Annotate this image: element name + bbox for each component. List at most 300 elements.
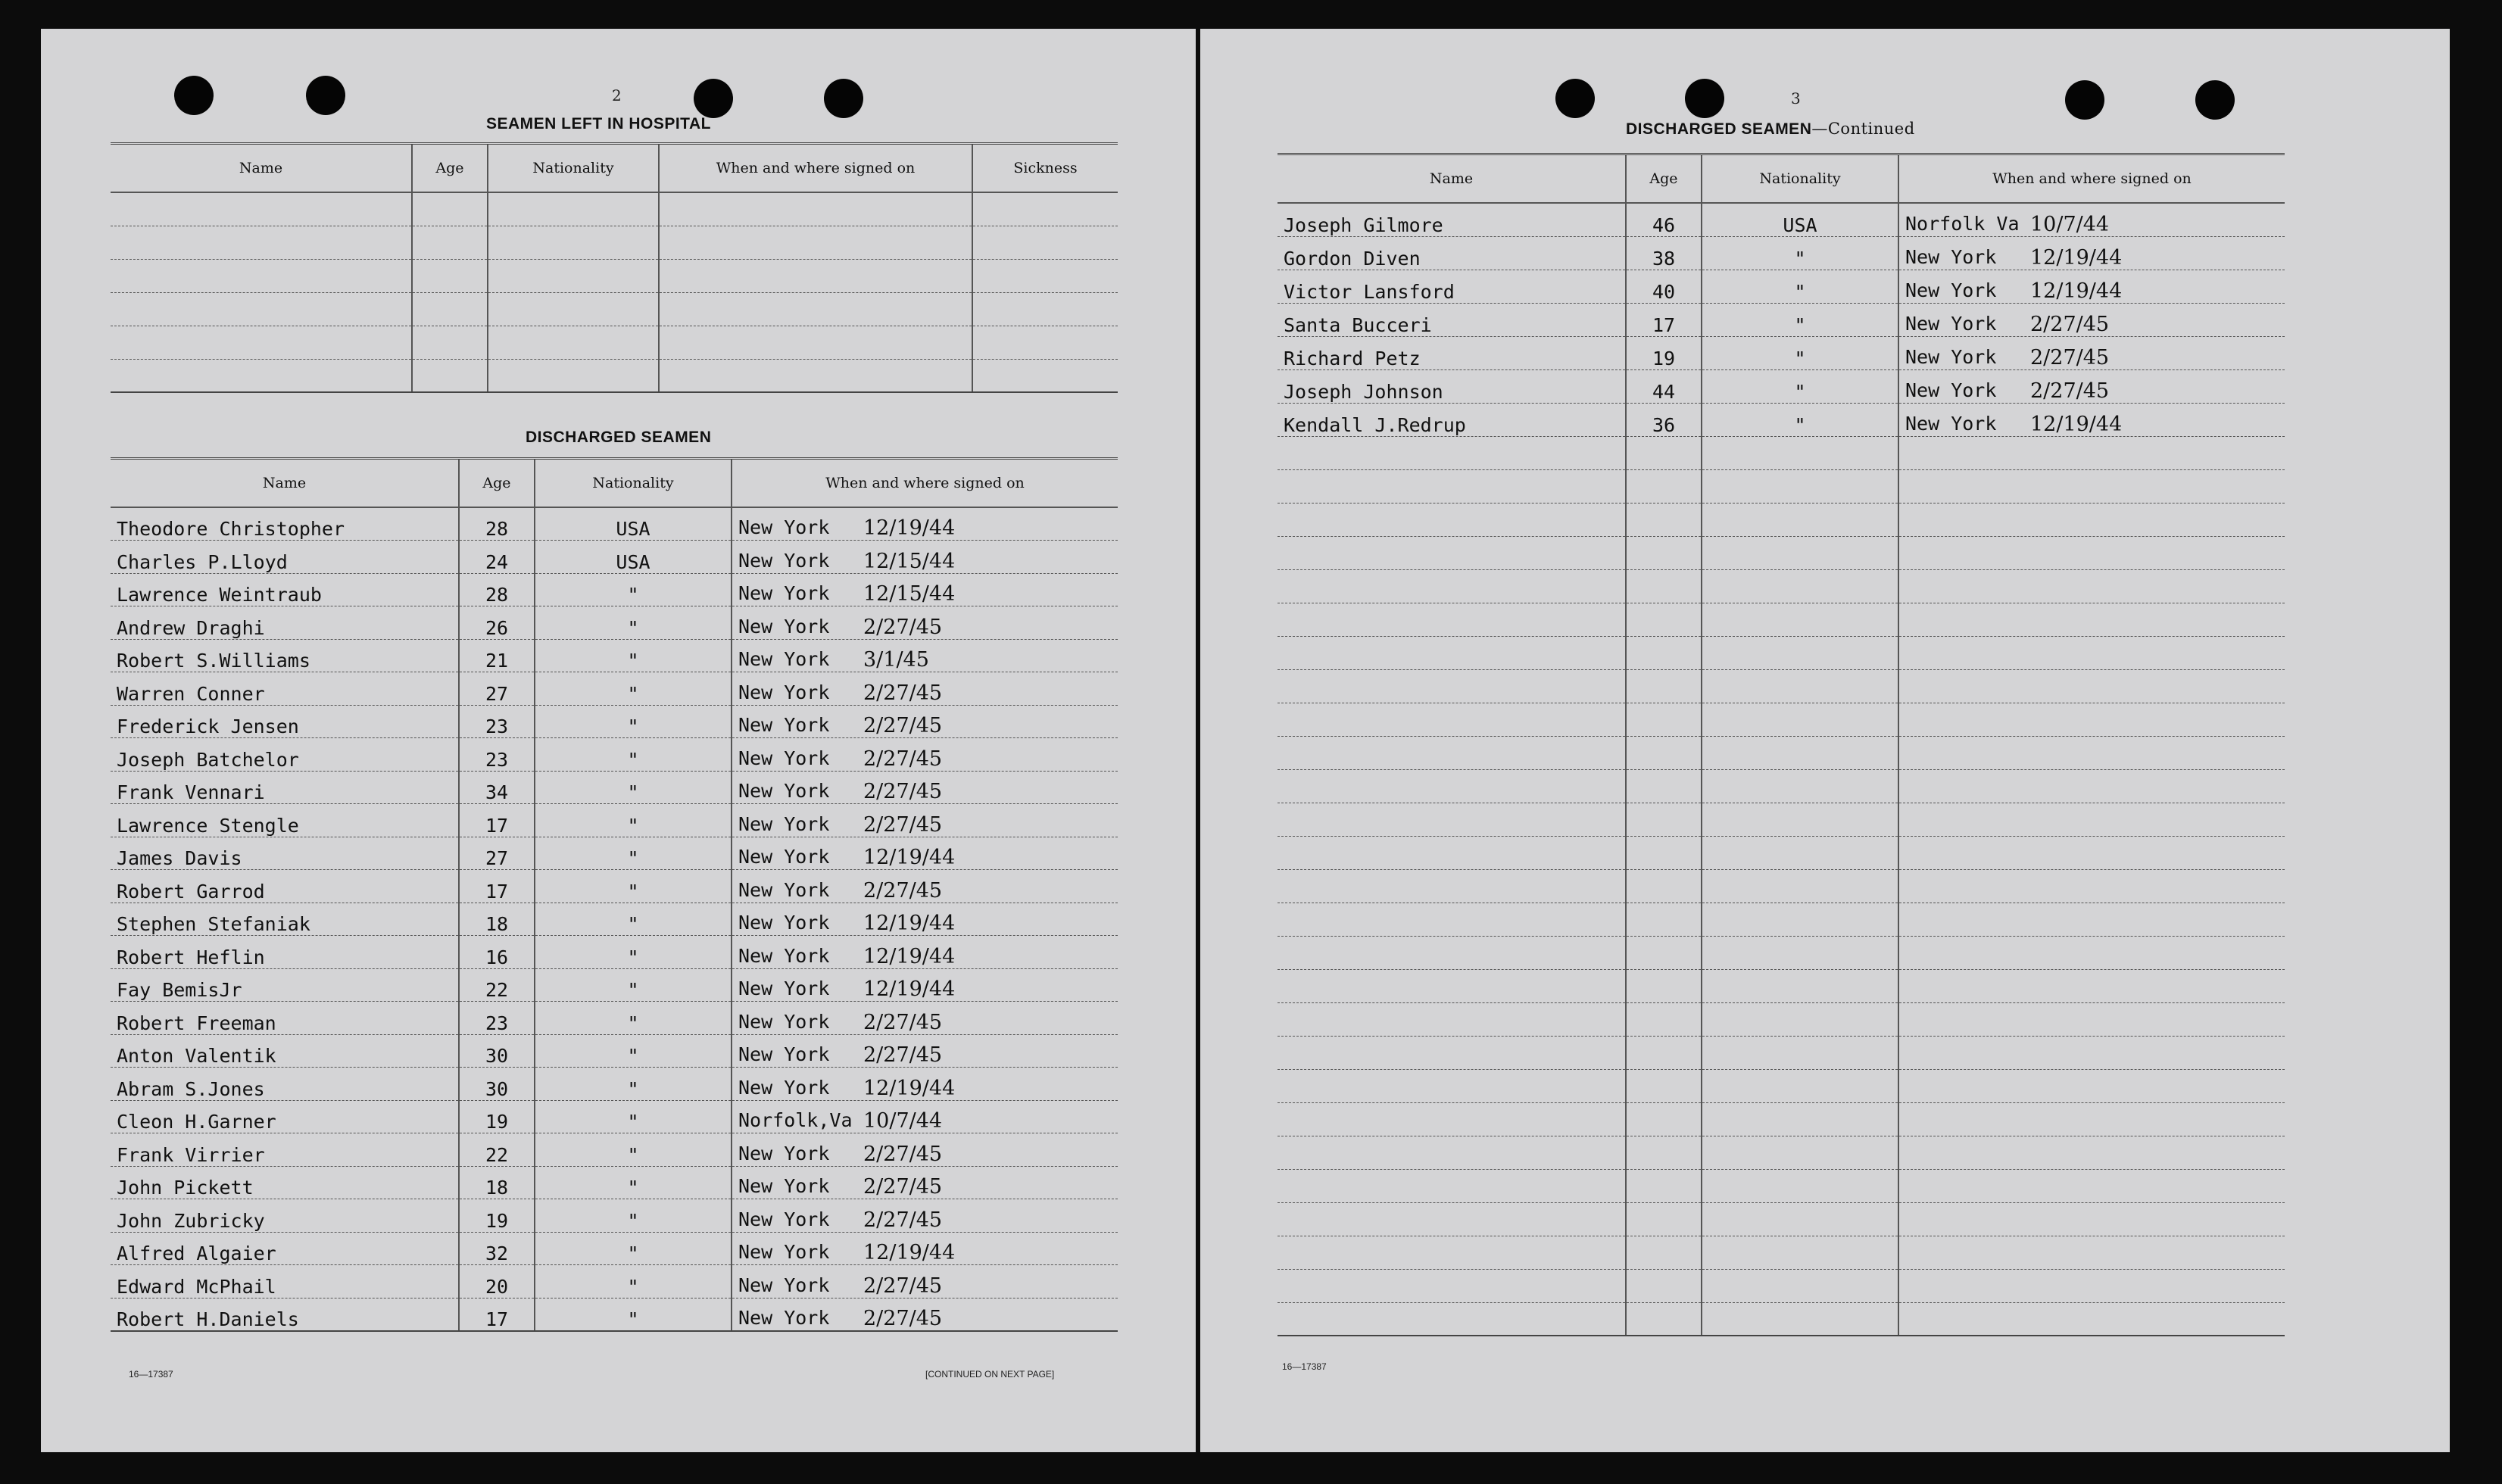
table-row	[111, 705, 1118, 738]
blank-cell	[412, 359, 488, 392]
signed-on-value	[738, 1241, 1112, 1264]
signed-on-value	[738, 813, 1112, 837]
table-row	[111, 1265, 1118, 1298]
blank-row	[1278, 1169, 2285, 1202]
signed-on-value	[738, 648, 1112, 672]
blank-cell	[1898, 769, 2285, 803]
signed-on-cell	[732, 541, 1118, 574]
seaman-age: 23	[459, 738, 535, 772]
discharged-continued-header	[1278, 154, 2285, 204]
seaman-age: 34	[459, 771, 535, 804]
signed-on-cell	[732, 1100, 1118, 1133]
blank-cell	[1626, 669, 1702, 703]
blank-cell	[412, 259, 488, 292]
seaman-name: John Pickett	[111, 1166, 459, 1199]
seaman-name: Robert Garrod	[111, 870, 459, 903]
seaman-age: 46	[1626, 203, 1702, 236]
seaman-nationality: USA	[535, 507, 732, 541]
signed-on-place: New York	[1905, 279, 1997, 301]
signed-on-place: New York	[738, 780, 830, 802]
blank-cell	[1626, 1136, 1702, 1169]
signed-on-place: Norfolk Va	[1905, 212, 2020, 235]
signed-on-cell	[1898, 203, 2285, 236]
seaman-nationality: "	[535, 870, 732, 903]
signed-on-date: 2/27/45	[863, 1306, 943, 1330]
seaman-nationality: "	[535, 1100, 732, 1133]
punch-hole	[1555, 79, 1595, 118]
seaman-age: 36	[1626, 403, 1702, 436]
blank-cell	[488, 259, 659, 292]
blank-cell	[1626, 836, 1702, 869]
discharged-table	[111, 457, 1118, 1332]
signed-on-date: 2/27/45	[863, 878, 943, 903]
blank-cell	[1898, 1036, 2285, 1069]
hospital-table-header	[111, 144, 1118, 193]
col-header-signed-on: When and where signed on	[732, 459, 1118, 508]
blank-cell	[659, 192, 972, 226]
signed-on-cell	[732, 507, 1118, 541]
blank-cell	[1278, 603, 1626, 636]
seaman-name: Fay BemisJr	[111, 968, 459, 1002]
signed-on-date: 2/27/45	[2030, 345, 2110, 369]
col-header-nationality: Nationality	[535, 459, 732, 508]
signed-on-date: 2/27/45	[863, 1142, 943, 1166]
signed-on-cell	[732, 738, 1118, 772]
seaman-age: 28	[459, 573, 535, 606]
blank-cell	[1898, 936, 2285, 969]
seaman-nationality: "	[535, 738, 732, 772]
section-title-suffix: —Continued	[1811, 120, 1915, 138]
blank-row	[1278, 836, 2285, 869]
signed-on-value	[738, 1307, 1112, 1330]
blank-cell	[1278, 736, 1626, 769]
seaman-age: 24	[459, 541, 535, 574]
seaman-name: Alfred Algaier	[111, 1232, 459, 1265]
seaman-age: 16	[459, 936, 535, 969]
signed-on-value	[738, 616, 1112, 639]
discharged-continued-title	[1626, 120, 1915, 139]
seaman-age: 17	[459, 870, 535, 903]
right-page	[1200, 29, 2450, 1452]
blank-cell	[1626, 569, 1702, 603]
blank-cell	[972, 259, 1118, 292]
signed-on-date: 2/27/45	[863, 812, 943, 837]
blank-row	[111, 226, 1118, 259]
signed-on-place: New York	[738, 878, 830, 901]
punch-hole	[824, 79, 863, 118]
discharged-section-title: DISCHARGED SEAMEN	[526, 429, 712, 446]
blank-cell	[1278, 1202, 1626, 1236]
signed-on-date: 12/15/44	[863, 549, 956, 573]
signed-on-value	[738, 780, 1112, 803]
seaman-nationality: "	[535, 1232, 732, 1265]
blank-row	[1278, 469, 2285, 503]
signed-on-date: 12/19/44	[863, 516, 956, 540]
seaman-nationality: "	[535, 573, 732, 606]
blank-cell	[1898, 469, 2285, 503]
signed-on-date: 12/19/44	[2030, 279, 2123, 303]
seaman-name: Frank Vennari	[111, 771, 459, 804]
blank-cell	[1702, 1269, 1898, 1302]
signed-on-value	[738, 912, 1112, 935]
signed-on-cell	[732, 870, 1118, 903]
blank-cell	[1278, 1302, 1626, 1336]
seaman-age: 20	[459, 1265, 535, 1298]
blank-cell	[1278, 1269, 1626, 1302]
form-number: 16—17387	[1282, 1361, 1327, 1372]
signed-on-cell	[732, 672, 1118, 706]
blank-cell	[1702, 503, 1898, 536]
blank-cell	[972, 326, 1118, 359]
blank-cell	[1898, 1269, 2285, 1302]
blank-cell	[412, 192, 488, 226]
hospital-table	[111, 142, 1118, 393]
signed-on-date: 12/19/44	[2030, 412, 2123, 436]
blank-cell	[1898, 903, 2285, 936]
table-row	[111, 507, 1118, 541]
seaman-nationality: "	[535, 1265, 732, 1298]
blank-row	[1278, 569, 2285, 603]
seaman-nationality: "	[1702, 270, 1898, 303]
signed-on-place: New York	[738, 714, 830, 736]
signed-on-cell	[732, 1265, 1118, 1298]
blank-cell	[1626, 436, 1702, 469]
blank-cell	[1702, 436, 1898, 469]
seaman-nationality: "	[535, 1034, 732, 1068]
seaman-name: Joseph Batchelor	[111, 738, 459, 772]
signed-on-place: New York	[738, 1010, 830, 1033]
signed-on-place: New York	[738, 747, 830, 769]
signed-on-cell	[732, 1068, 1118, 1101]
seaman-age: 26	[459, 606, 535, 640]
seaman-age: 23	[459, 1002, 535, 1035]
signed-on-date: 12/19/44	[863, 977, 956, 1001]
blank-cell	[1702, 536, 1898, 569]
discharged-continued-table	[1278, 153, 2285, 1336]
signed-on-value	[1905, 313, 2279, 336]
blank-cell	[1626, 703, 1702, 736]
signed-on-date: 2/27/45	[863, 615, 943, 639]
signed-on-value	[738, 582, 1112, 606]
signed-on-cell	[732, 606, 1118, 640]
blank-cell	[659, 226, 972, 259]
table-row	[111, 1133, 1118, 1167]
blank-row	[111, 359, 1118, 392]
seaman-age: 40	[1626, 270, 1702, 303]
blank-cell	[1898, 869, 2285, 903]
signed-on-place: New York	[738, 977, 830, 999]
blank-cell	[1898, 603, 2285, 636]
seaman-name: Victor Lansford	[1278, 270, 1626, 303]
seaman-age: 28	[459, 507, 535, 541]
blank-cell	[1626, 736, 1702, 769]
blank-cell	[1626, 869, 1702, 903]
blank-cell	[659, 359, 972, 392]
form-number: 16—17387	[129, 1369, 173, 1380]
signed-on-value	[738, 879, 1112, 903]
blank-row	[1278, 936, 2285, 969]
blank-cell	[1702, 936, 1898, 969]
blank-cell	[1898, 1169, 2285, 1202]
blank-cell	[659, 326, 972, 359]
blank-cell	[412, 326, 488, 359]
blank-row	[1278, 1002, 2285, 1036]
signed-on-value	[738, 1274, 1112, 1298]
blank-cell	[1702, 636, 1898, 669]
blank-row	[1278, 903, 2285, 936]
blank-row	[1278, 1036, 2285, 1069]
signed-on-value	[738, 747, 1112, 771]
blank-row	[1278, 1236, 2285, 1269]
signed-on-cell	[1898, 336, 2285, 369]
col-header-signed-on: When and where signed on	[659, 144, 972, 193]
table-row	[1278, 236, 2285, 270]
blank-cell	[1278, 1236, 1626, 1269]
section-title-text: DISCHARGED SEAMEN	[1626, 120, 1812, 138]
signed-on-date: 10/7/44	[863, 1109, 943, 1133]
signed-on-cell	[732, 1199, 1118, 1233]
blank-row	[111, 292, 1118, 326]
seaman-nationality: "	[1702, 236, 1898, 270]
blank-cell	[1278, 869, 1626, 903]
blank-cell	[1278, 1102, 1626, 1136]
blank-cell	[1898, 536, 2285, 569]
signed-on-cell	[1898, 403, 2285, 436]
table-row	[111, 1002, 1118, 1035]
seaman-age: 18	[459, 1166, 535, 1199]
blank-row	[1278, 436, 2285, 469]
seaman-nationality: "	[535, 1166, 732, 1199]
table-row	[1278, 369, 2285, 403]
blank-cell	[1702, 1202, 1898, 1236]
seaman-name: Gordon Diven	[1278, 236, 1626, 270]
signed-on-place: New York	[738, 549, 830, 572]
signed-on-place: New York	[738, 681, 830, 703]
blank-cell	[1278, 636, 1626, 669]
blank-cell	[1278, 1136, 1626, 1169]
table-row	[111, 1232, 1118, 1265]
signed-on-place: New York	[738, 615, 830, 638]
table-row	[111, 541, 1118, 574]
signed-on-value	[1905, 379, 2279, 403]
blank-cell	[1898, 636, 2285, 669]
signed-on-date: 2/27/45	[863, 1274, 943, 1298]
blank-cell	[1702, 1102, 1898, 1136]
signed-on-value	[738, 681, 1112, 705]
signed-on-date: 2/27/45	[2030, 379, 2110, 403]
blank-cell	[1278, 536, 1626, 569]
signed-on-date: 2/27/45	[863, 1043, 943, 1067]
signed-on-date: 3/1/45	[863, 648, 929, 672]
seaman-nationality: "	[535, 1002, 732, 1035]
blank-row	[1278, 1136, 2285, 1169]
page-number: 3	[1791, 89, 1801, 108]
blank-cell	[1626, 969, 1702, 1002]
signed-on-value	[738, 1208, 1112, 1232]
seaman-name: Joseph Johnson	[1278, 369, 1626, 403]
seaman-name: Kendall J.Redrup	[1278, 403, 1626, 436]
seaman-nationality: "	[1702, 336, 1898, 369]
col-header-nationality: Nationality	[1702, 154, 1898, 204]
seaman-age: 19	[459, 1199, 535, 1233]
blank-cell	[412, 292, 488, 326]
seaman-age: 44	[1626, 369, 1702, 403]
blank-cell	[1626, 503, 1702, 536]
blank-row	[111, 326, 1118, 359]
blank-cell	[1278, 803, 1626, 836]
col-header-name: Name	[1278, 154, 1626, 204]
seaman-name: Lawrence Weintraub	[111, 573, 459, 606]
signed-on-cell	[1898, 236, 2285, 270]
signed-on-place: New York	[738, 1208, 830, 1230]
signed-on-value	[738, 550, 1112, 573]
blank-cell	[1898, 703, 2285, 736]
blank-cell	[1626, 1036, 1702, 1069]
seaman-nationality: "	[1702, 403, 1898, 436]
blank-cell	[1702, 969, 1898, 1002]
table-row	[1278, 403, 2285, 436]
blank-cell	[1702, 769, 1898, 803]
blank-cell	[1626, 936, 1702, 969]
seaman-nationality: "	[535, 1133, 732, 1167]
seaman-age: 23	[459, 705, 535, 738]
blank-row	[1278, 769, 2285, 803]
punch-hole	[2065, 80, 2104, 120]
blank-cell	[1626, 1069, 1702, 1102]
seaman-nationality: "	[535, 705, 732, 738]
blank-cell	[1702, 869, 1898, 903]
seaman-name: Edward McPhail	[111, 1265, 459, 1298]
blank-cell	[1626, 1102, 1702, 1136]
blank-cell	[1702, 569, 1898, 603]
signed-on-value	[1905, 279, 2279, 303]
signed-on-cell	[732, 639, 1118, 672]
signed-on-cell	[732, 1034, 1118, 1068]
blank-row	[1278, 703, 2285, 736]
punch-hole	[694, 79, 733, 118]
seaman-nationality: "	[1702, 369, 1898, 403]
blank-cell	[1702, 1302, 1898, 1336]
table-row	[111, 936, 1118, 969]
punch-hole	[306, 76, 345, 115]
seaman-nationality: "	[535, 936, 732, 969]
discharged-table-header	[111, 459, 1118, 508]
blank-cell	[1626, 1269, 1702, 1302]
seaman-nationality: "	[535, 771, 732, 804]
seaman-name: Richard Petz	[1278, 336, 1626, 369]
signed-on-value	[1905, 346, 2279, 369]
signed-on-place: New York	[738, 846, 830, 868]
signed-on-date: 12/15/44	[863, 582, 956, 606]
blank-cell	[488, 326, 659, 359]
blank-row	[1278, 636, 2285, 669]
blank-cell	[1278, 703, 1626, 736]
blank-cell	[1702, 669, 1898, 703]
table-row	[111, 1199, 1118, 1233]
blank-cell	[1626, 469, 1702, 503]
blank-cell	[972, 292, 1118, 326]
blank-cell	[1278, 836, 1626, 869]
signed-on-date: 12/19/44	[863, 1076, 956, 1100]
seaman-nationality: "	[535, 1199, 732, 1233]
seaman-age: 38	[1626, 236, 1702, 270]
signed-on-cell	[1898, 369, 2285, 403]
blank-cell	[1278, 469, 1626, 503]
table-row	[111, 639, 1118, 672]
blank-cell	[1702, 1136, 1898, 1169]
blank-cell	[1898, 1136, 2285, 1169]
blank-cell	[1626, 1202, 1702, 1236]
signed-on-cell	[732, 1232, 1118, 1265]
blank-cell	[1702, 469, 1898, 503]
col-header-nationality: Nationality	[488, 144, 659, 193]
seaman-nationality: "	[535, 804, 732, 837]
table-row	[111, 1100, 1118, 1133]
signed-on-date: 2/27/45	[2030, 312, 2110, 336]
blank-row	[1278, 736, 2285, 769]
signed-on-place: New York	[738, 582, 830, 604]
signed-on-cell	[732, 1166, 1118, 1199]
seaman-nationality: "	[535, 1068, 732, 1101]
blank-cell	[659, 259, 972, 292]
signed-on-value	[738, 945, 1112, 968]
seaman-age: 17	[459, 804, 535, 837]
signed-on-place: New York	[1905, 379, 1997, 401]
blank-cell	[1626, 536, 1702, 569]
blank-cell	[412, 226, 488, 259]
signed-on-date: 2/27/45	[863, 1010, 943, 1034]
blank-cell	[488, 192, 659, 226]
seaman-name: Stephen Stefaniak	[111, 903, 459, 936]
signed-on-place: New York	[738, 1175, 830, 1197]
blank-cell	[1702, 736, 1898, 769]
blank-cell	[1898, 736, 2285, 769]
blank-cell	[1278, 569, 1626, 603]
signed-on-date: 12/19/44	[863, 912, 956, 935]
signed-on-date: 12/19/44	[863, 846, 956, 869]
blank-cell	[1898, 1102, 2285, 1136]
seaman-name: Lawrence Stengle	[111, 804, 459, 837]
table-row	[111, 1034, 1118, 1068]
signed-on-date: 2/27/45	[863, 714, 943, 737]
seaman-name: Andrew Draghi	[111, 606, 459, 640]
col-header-age: Age	[459, 459, 535, 508]
signed-on-value	[738, 846, 1112, 869]
blank-cell	[1702, 803, 1898, 836]
signed-on-place: New York	[738, 912, 830, 934]
blank-row	[1278, 503, 2285, 536]
blank-cell	[1278, 936, 1626, 969]
signed-on-cell	[732, 1298, 1118, 1331]
col-header-age: Age	[412, 144, 488, 193]
seaman-age: 17	[459, 1298, 535, 1331]
seaman-age: 32	[459, 1232, 535, 1265]
signed-on-date: 2/27/45	[863, 780, 943, 803]
blank-cell	[1898, 803, 2285, 836]
seaman-name: Warren Conner	[111, 672, 459, 706]
blank-cell	[1278, 669, 1626, 703]
blank-row	[1278, 1102, 2285, 1136]
seaman-nationality: "	[535, 1298, 732, 1331]
blank-cell	[1898, 569, 2285, 603]
signed-on-place: New York	[738, 1241, 830, 1263]
signed-on-cell	[732, 804, 1118, 837]
seaman-age: 19	[459, 1100, 535, 1133]
blank-cell	[1626, 769, 1702, 803]
blank-cell	[1702, 1236, 1898, 1269]
signed-on-date: 12/19/44	[863, 944, 956, 968]
signed-on-value	[738, 1175, 1112, 1199]
